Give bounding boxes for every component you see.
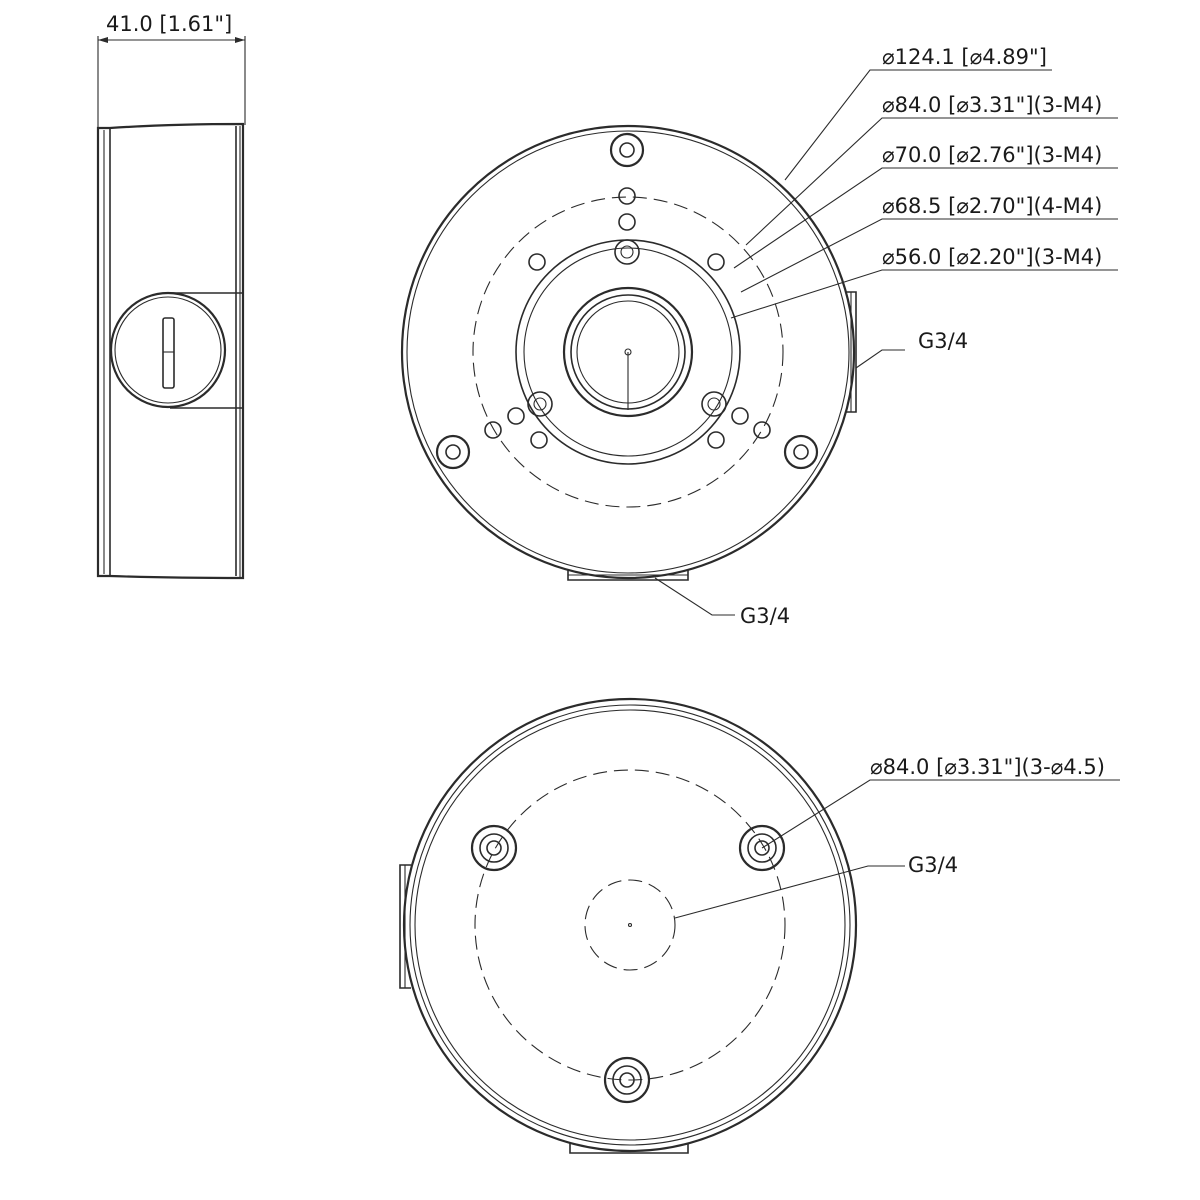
callout-84-pcd: ⌀84.0 [⌀3.31"](3-M4) — [882, 93, 1103, 117]
side-port-label: G3/4 — [918, 329, 969, 353]
bottom-mount-hole — [472, 826, 516, 870]
top-mount-hole — [785, 436, 817, 468]
bottom-holes-callout: ⌀84.0 [⌀3.31"](3-⌀4.5) — [870, 755, 1105, 779]
bottom-outer-circle — [404, 699, 856, 1151]
bottom-view — [400, 699, 1120, 1153]
top-view — [402, 45, 1118, 628]
center-port-label: G3/4 — [908, 853, 959, 877]
bottom-mount-hole — [605, 1058, 649, 1102]
top-mount-hole — [611, 134, 643, 166]
callout-outer-diameter: ⌀124.1 [⌀4.89"] — [882, 45, 1047, 69]
callout-56-pcd: ⌀56.0 [⌀2.20"](3-M4) — [882, 245, 1103, 269]
side-width-dimension-label: 41.0 [1.61"] — [106, 12, 233, 36]
top-mount-hole — [437, 436, 469, 468]
side-view — [98, 12, 245, 578]
callout-70-pcd: ⌀70.0 [⌀2.76"](3-M4) — [882, 143, 1103, 167]
side-port-boss — [111, 293, 225, 407]
callout-68-5-pcd: ⌀68.5 [⌀2.70"](4-M4) — [882, 194, 1103, 218]
bottom-port-label: G3/4 — [740, 604, 791, 628]
